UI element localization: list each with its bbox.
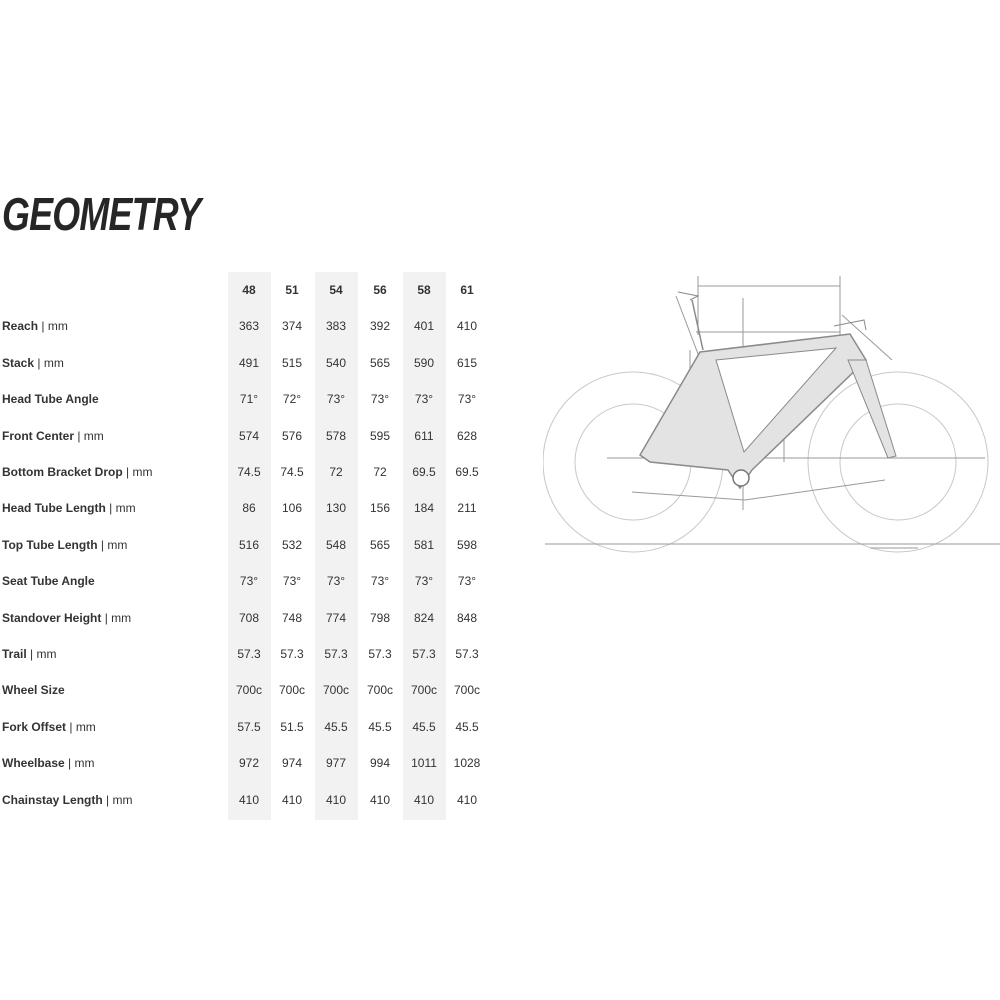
table-cell: 72	[373, 465, 387, 479]
front-wheel	[808, 372, 988, 552]
row-unit: mm	[115, 501, 136, 516]
table-cell: 628	[456, 428, 478, 443]
table-cell: 71°	[239, 392, 259, 407]
table-cell: 383	[325, 319, 347, 334]
table-row	[0, 418, 500, 454]
row-label: Fork Offset | mm	[2, 719, 96, 734]
row-name: Head Tube Angle	[2, 392, 99, 407]
table-cell: 73°	[370, 392, 390, 407]
table-cell: 184	[413, 501, 435, 516]
table-cell: 57.3	[324, 647, 348, 661]
table-cell: 73°	[326, 392, 346, 407]
table-cell: 57.3	[412, 647, 436, 661]
row-name: Wheelbase	[2, 756, 65, 771]
row-name: Head Tube Length	[2, 501, 106, 516]
table-row	[0, 563, 500, 599]
table-cell: 748	[281, 610, 303, 625]
table-cell: 57.3	[280, 647, 304, 661]
row-unit: mm	[75, 719, 96, 734]
row-name: Stack	[2, 355, 35, 370]
table-cell: 72°	[282, 392, 302, 407]
table-cell: 45.5	[324, 719, 348, 734]
table-cell: 410	[456, 792, 478, 807]
table-cell: 615	[456, 355, 478, 370]
row-name: Standover Height	[2, 610, 102, 625]
bike-geometry-diagram	[543, 270, 1000, 560]
table-cell: 700c	[410, 683, 438, 698]
table-row	[0, 600, 500, 636]
table-row	[0, 381, 500, 417]
table-row	[0, 527, 500, 563]
table-cell: 392	[369, 319, 391, 334]
table-cell: 700c	[235, 683, 263, 698]
table-cell: 410	[369, 792, 391, 807]
table-cell: 73°	[326, 574, 346, 589]
row-label: Stack | mm	[2, 355, 64, 370]
row-name: Top Tube Length	[2, 537, 98, 552]
table-cell: 590	[413, 355, 435, 370]
table-cell: 73°	[239, 574, 259, 589]
saddle-hint	[678, 292, 698, 300]
table-cell: 57.5	[237, 719, 261, 734]
row-label: Head Tube Length | mm	[2, 501, 136, 516]
table-row	[0, 672, 500, 708]
row-label: Wheelbase | mm	[2, 756, 95, 771]
table-cell: 515	[281, 355, 303, 370]
table-cell: 72	[329, 465, 343, 479]
table-cell: 73°	[370, 574, 390, 589]
table-cell: 57.3	[368, 647, 392, 661]
table-cell: 700c	[322, 683, 350, 698]
table-cell: 994	[369, 756, 391, 771]
table-cell: 156	[369, 501, 391, 516]
table-cell: 45.5	[368, 719, 392, 734]
table-cell: 410	[456, 319, 478, 334]
stem	[834, 320, 866, 330]
row-unit: mm	[112, 792, 133, 807]
table-cell: 73°	[414, 392, 434, 407]
row-unit: mm	[74, 756, 95, 771]
table-cell: 57.3	[455, 647, 479, 661]
row-label: Trail | mm	[2, 647, 57, 661]
table-cell: 363	[238, 319, 260, 334]
size-header-cell: 48	[242, 283, 256, 297]
geometry-table	[0, 272, 500, 820]
size-header-cell: 56	[373, 283, 387, 297]
table-cell: 410	[238, 792, 260, 807]
table-row	[0, 454, 500, 490]
table-cell: 576	[281, 428, 303, 443]
size-header-row	[0, 272, 500, 308]
table-cell: 73°	[282, 574, 302, 589]
row-label: Front Center | mm	[2, 428, 104, 443]
table-cell: 824	[413, 610, 435, 625]
table-cell: 69.5	[455, 465, 479, 479]
table-cell: 374	[281, 319, 303, 334]
table-cell: 516	[238, 537, 260, 552]
table-cell: 57.3	[237, 647, 261, 661]
table-cell: 565	[369, 355, 391, 370]
row-label: Standover Height | mm	[2, 610, 132, 625]
page-title: GEOMETRY	[2, 188, 201, 240]
row-label: Chainstay Length | mm	[2, 792, 133, 807]
table-cell: 548	[325, 537, 347, 552]
table-cell: 45.5	[412, 719, 436, 734]
table-cell: 700c	[366, 683, 394, 698]
table-cell: 565	[369, 537, 391, 552]
row-unit: mm	[83, 428, 104, 443]
row-unit: mm	[47, 319, 68, 334]
table-cell: 401	[413, 319, 435, 334]
table-cell: 798	[369, 610, 391, 625]
table-cell: 774	[325, 610, 347, 625]
table-row	[0, 345, 500, 381]
table-cell: 410	[281, 792, 303, 807]
row-name: Chainstay Length	[2, 792, 103, 807]
table-cell: 595	[369, 428, 391, 443]
table-cell: 73°	[457, 392, 477, 407]
row-label	[2, 563, 95, 599]
chainstay-line	[632, 492, 745, 500]
table-cell: 972	[238, 756, 260, 771]
table-cell: 974	[281, 756, 303, 771]
table-cell: 45.5	[455, 719, 479, 734]
table-row	[0, 709, 500, 745]
table-cell: 74.5	[280, 465, 304, 479]
table-cell: 540	[325, 355, 347, 370]
table-cell: 581	[413, 537, 435, 552]
row-label	[2, 672, 65, 708]
row-name: Reach	[2, 319, 39, 334]
front-wheel-rim	[840, 404, 956, 520]
row-unit: mm	[111, 610, 132, 625]
row-label: Reach | mm	[2, 319, 68, 334]
table-cell: 977	[325, 756, 347, 771]
table-row	[0, 782, 500, 818]
table-cell: 51.5	[280, 719, 304, 734]
table-cell: 700c	[278, 683, 306, 698]
table-cell: 73°	[414, 574, 434, 589]
table-cell: 611	[414, 428, 434, 443]
table-cell: 130	[325, 501, 347, 516]
table-cell: 491	[238, 355, 260, 370]
row-name: Front Center	[2, 428, 74, 443]
row-name: Seat Tube Angle	[2, 574, 95, 589]
bottom-bracket	[733, 470, 749, 486]
size-header-cell: 61	[460, 283, 474, 297]
table-cell: 410	[413, 792, 435, 807]
table-row	[0, 636, 500, 672]
table-cell: 69.5	[412, 465, 436, 479]
table-cell: 578	[325, 428, 347, 443]
table-row	[0, 490, 500, 526]
row-unit: mm	[132, 465, 153, 479]
table-cell: 574	[238, 428, 260, 443]
table-cell: 211	[457, 501, 477, 516]
table-cell: 708	[238, 610, 260, 625]
table-cell: 86	[242, 501, 256, 516]
table-cell: 1028	[453, 756, 481, 771]
size-header-cell: 51	[285, 283, 299, 297]
table-cell: 700c	[453, 683, 481, 698]
table-cell: 532	[281, 537, 303, 552]
table-cell: 1011	[411, 756, 437, 771]
row-label: Top Tube Length | mm	[2, 537, 128, 552]
row-name: Wheel Size	[2, 683, 65, 698]
table-cell: 73°	[457, 574, 477, 589]
row-label	[2, 381, 99, 417]
row-unit: mm	[36, 647, 57, 661]
row-unit: mm	[107, 537, 128, 552]
row-unit: mm	[43, 355, 64, 370]
table-cell: 848	[456, 610, 478, 625]
table-row	[0, 745, 500, 781]
row-name: Fork Offset	[2, 719, 67, 734]
table-cell: 598	[456, 537, 478, 552]
table-row	[0, 308, 500, 344]
table-cell: 74.5	[237, 465, 261, 479]
row-name: Bottom Bracket Drop	[2, 465, 123, 479]
row-label: Bottom Bracket Drop | mm	[2, 465, 153, 479]
fork	[848, 360, 896, 458]
row-name: Trail	[2, 647, 27, 661]
table-cell: 410	[325, 792, 347, 807]
size-header-cell: 54	[329, 283, 343, 297]
size-header-cell: 58	[417, 283, 431, 297]
table-cell: 106	[281, 501, 303, 516]
